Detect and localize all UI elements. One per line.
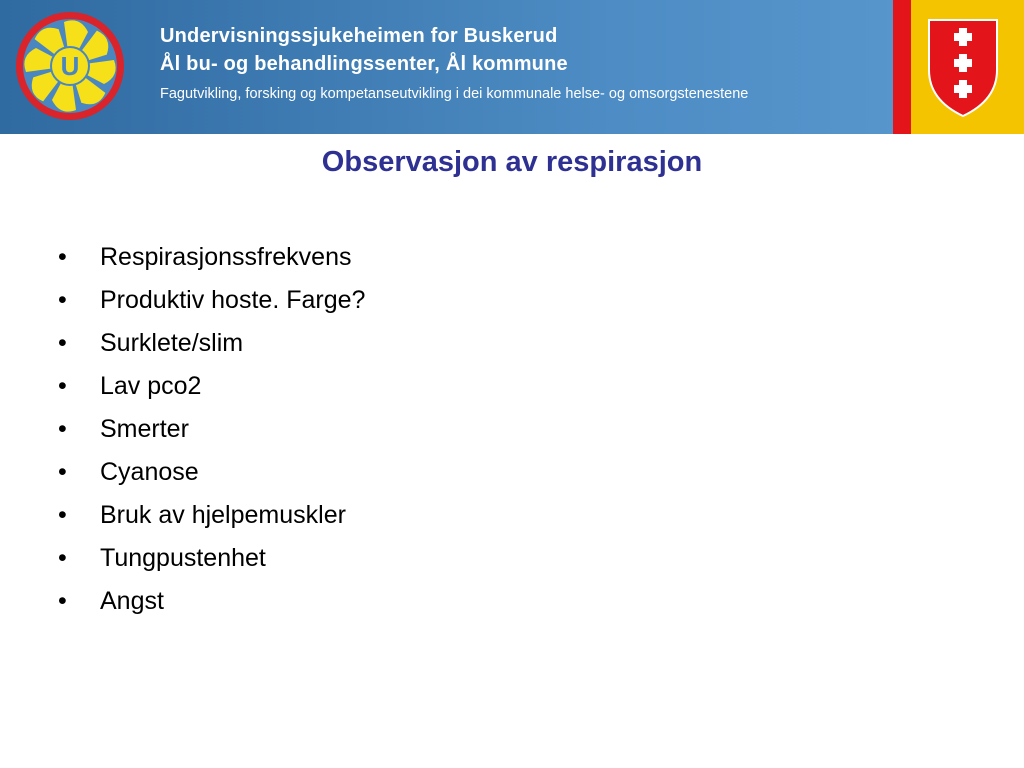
- bullet-item: [58, 537, 365, 580]
- logo-letter: U: [60, 51, 80, 81]
- crest-red-stripe: [893, 0, 911, 134]
- institution-text: [160, 22, 748, 108]
- bullet-marker: •: [58, 286, 67, 314]
- bullet-text: Smerter: [100, 415, 189, 443]
- municipality-crest-panel: [893, 0, 1024, 134]
- bullet-marker: •: [58, 372, 67, 400]
- bullet-item: [58, 279, 365, 322]
- bullet-text: Cyanose: [100, 458, 199, 486]
- bullet-text: Tungpustenhet: [100, 544, 266, 572]
- bullet-marker: •: [58, 501, 67, 529]
- bullet-item: [58, 408, 365, 451]
- bullet-text: Surklete/slim: [100, 329, 244, 357]
- bullet-marker: •: [58, 587, 67, 615]
- institution-subname: Ål bu- og behandlingssenter, Ål kommune: [160, 53, 568, 75]
- bullet-text: Bruk av hjelpemuskler: [100, 501, 346, 529]
- bullet-marker: •: [58, 458, 67, 486]
- bullet-list: [58, 236, 365, 623]
- bullet-marker: •: [58, 544, 67, 572]
- bullet-marker: •: [58, 415, 67, 443]
- bullet-marker: •: [58, 329, 67, 357]
- sun-logo-icon: [14, 10, 126, 122]
- bullet-item: [58, 580, 365, 623]
- header-banner: [0, 0, 1024, 134]
- bullet-text: Produktiv hoste. Farge?: [100, 286, 366, 314]
- bullet-item: [58, 236, 365, 279]
- bullet-text: Angst: [100, 587, 164, 615]
- institution-name: Undervisningssjukeheimen for Buskerud: [160, 25, 558, 47]
- bullet-item: [58, 365, 365, 408]
- bullet-item: [58, 322, 365, 365]
- institution-tagline: Fagutvikling, forsking og kompetanseutvikling i dei kommunale helse- og omsorgstenestene: [160, 86, 749, 102]
- bullet-item: [58, 451, 365, 494]
- bullet-item: [58, 494, 365, 537]
- bullet-text: Respirasjonssfrekvens: [100, 243, 352, 271]
- bullet-marker: •: [58, 243, 67, 271]
- slide-title: Observasjon av respirasjon: [321, 146, 703, 178]
- coat-of-arms-icon: [927, 18, 999, 118]
- bullet-text: Lav pco2: [100, 372, 202, 400]
